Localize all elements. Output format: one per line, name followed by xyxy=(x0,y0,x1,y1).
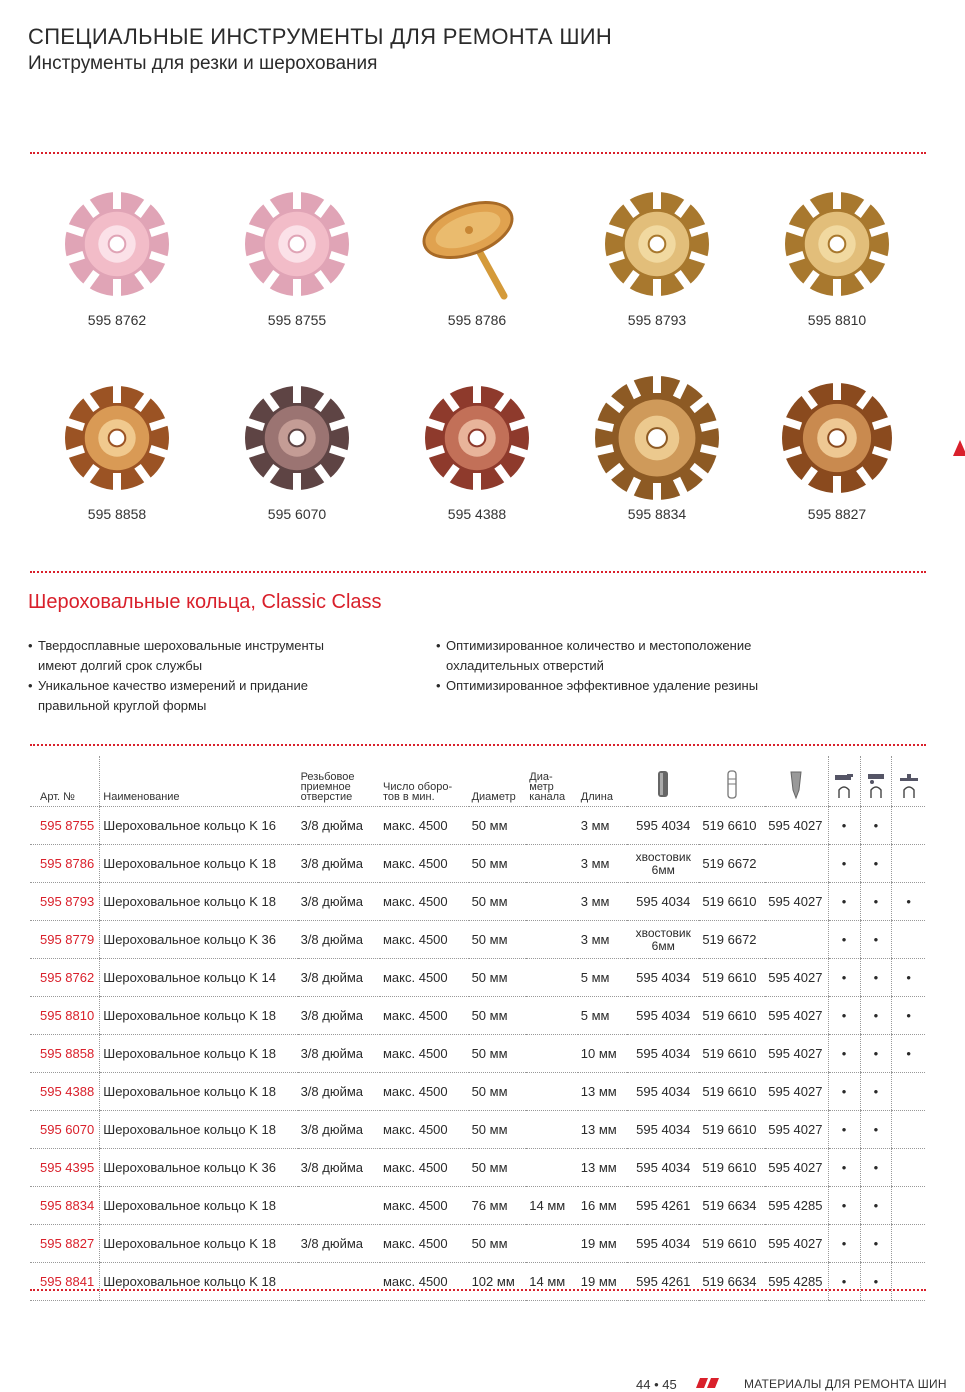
cell-speed: макс. 4500 xyxy=(380,807,469,845)
cell-channel: 14 мм xyxy=(526,1187,578,1225)
cell-a1: 595 4034 xyxy=(627,959,699,997)
cell-a1: 595 4034 xyxy=(627,883,699,921)
divider xyxy=(30,152,926,154)
cell-a2: 519 6610 xyxy=(699,1225,765,1263)
cell-diameter: 50 мм xyxy=(469,921,527,959)
cell-m2: • xyxy=(860,959,892,997)
cell-speed: макс. 4500 xyxy=(380,1035,469,1073)
col-arbor-3 xyxy=(765,756,828,807)
cell-m3 xyxy=(892,1149,925,1187)
table-row xyxy=(30,1035,925,1073)
cell-m3 xyxy=(892,845,925,883)
cell-thread: 3/8 дюйма xyxy=(298,1225,380,1263)
cell-art: 595 4395 xyxy=(30,1149,100,1187)
cell-a3: 595 4027 xyxy=(765,1149,828,1187)
cell-diameter: 50 мм xyxy=(469,959,527,997)
cell-m2: • xyxy=(860,845,892,883)
cell-m3: • xyxy=(892,997,925,1035)
cell-m2: • xyxy=(860,1187,892,1225)
table-row xyxy=(30,997,925,1035)
arbor-short-icon xyxy=(656,770,670,800)
cell-a3: 595 4027 xyxy=(765,1035,828,1073)
cell-a2: 519 6610 xyxy=(699,1111,765,1149)
cell-diameter: 102 мм xyxy=(469,1263,527,1301)
cell-length: 3 мм xyxy=(578,807,627,845)
cell-m1: • xyxy=(828,845,860,883)
cell-name: Шероховальное кольцо K 18 xyxy=(100,845,298,883)
table-row xyxy=(30,921,925,959)
cell-art: 595 8834 xyxy=(30,1187,100,1225)
cell-speed: макс. 4500 xyxy=(380,883,469,921)
col-art: Арт. № xyxy=(30,756,100,807)
cell-thread: 3/8 дюйма xyxy=(298,807,380,845)
cell-thread: 3/8 дюйма xyxy=(298,921,380,959)
cell-speed: макс. 4500 xyxy=(380,845,469,883)
copper-rasp-wheel-image xyxy=(52,372,182,502)
table-row xyxy=(30,1187,925,1225)
cell-m2: • xyxy=(860,1035,892,1073)
cell-diameter: 50 мм xyxy=(469,1073,527,1111)
cell-m2: • xyxy=(860,1073,892,1111)
cell-art: 595 8827 xyxy=(30,1225,100,1263)
cell-speed: макс. 4500 xyxy=(380,1149,469,1187)
feature-item: • Твердосплавные шероховальные инструменты имеют долгий срок службы xyxy=(28,636,418,676)
pink-rasp-wheel-image xyxy=(52,178,182,308)
cell-m1: • xyxy=(828,1035,860,1073)
cell-a3: 595 4027 xyxy=(765,997,828,1035)
cell-diameter: 50 мм xyxy=(469,1225,527,1263)
cell-name: Шероховальное кольцо K 36 xyxy=(100,921,298,959)
cell-thread: 3/8 дюйма xyxy=(298,883,380,921)
cell-a1: 595 4034 xyxy=(627,1111,699,1149)
page-title: СПЕЦИАЛЬНЫЕ ИНСТРУМЕНТЫ ДЛЯ РЕМОНТА ШИН xyxy=(28,24,613,49)
cell-thread: 3/8 дюйма xyxy=(298,1149,380,1187)
cell-thread xyxy=(298,1187,380,1225)
cell-a3 xyxy=(765,845,828,883)
cell-m3 xyxy=(892,1225,925,1263)
cell-channel xyxy=(526,997,578,1035)
cell-a3: 595 4027 xyxy=(765,1225,828,1263)
cell-name: Шероховальное кольцо K 18 xyxy=(100,883,298,921)
cell-m2: • xyxy=(860,1263,892,1301)
product-item xyxy=(412,178,542,328)
cell-thread: 3/8 дюйма xyxy=(298,959,380,997)
cell-art: 595 8755 xyxy=(30,807,100,845)
cell-art: 595 8858 xyxy=(30,1035,100,1073)
table-row xyxy=(30,845,925,883)
cell-m1: • xyxy=(828,1263,860,1301)
divider xyxy=(30,1289,926,1291)
product-code: 595 8793 xyxy=(627,312,687,328)
cell-a2: 519 6672 xyxy=(699,921,765,959)
cell-a1: 595 4261 xyxy=(627,1263,699,1301)
cell-name: Шероховальное кольцо K 18 xyxy=(100,1225,298,1263)
wide-rasp-wheel-image xyxy=(592,372,722,502)
cell-speed: макс. 4500 xyxy=(380,1111,469,1149)
cell-a1: 595 4261 xyxy=(627,1187,699,1225)
col-name: Наименование xyxy=(100,756,298,807)
cell-length: 13 мм xyxy=(578,1111,627,1149)
product-item xyxy=(412,372,542,522)
cell-speed: макс. 4500 xyxy=(380,997,469,1035)
cell-a1: 595 4034 xyxy=(627,1149,699,1187)
cell-m2: • xyxy=(860,1111,892,1149)
cell-m3 xyxy=(892,921,925,959)
cell-length: 16 мм xyxy=(578,1187,627,1225)
table-row xyxy=(30,1263,925,1301)
col-machine-1 xyxy=(828,756,860,807)
table-row xyxy=(30,883,925,921)
footer-section-title: МАТЕРИАЛЫ ДЛЯ РЕМОНТА ШИН xyxy=(744,1377,947,1391)
cell-length: 10 мм xyxy=(578,1035,627,1073)
cell-channel xyxy=(526,845,578,883)
tool-machine-icon-3 xyxy=(898,772,920,800)
page-edge-marker xyxy=(953,440,965,456)
cell-channel: 14 мм xyxy=(526,1263,578,1301)
product-code: 595 8834 xyxy=(627,506,687,522)
cell-length: 3 мм xyxy=(578,883,627,921)
product-code: 595 8755 xyxy=(267,312,327,328)
rasp-disc-on-shank-image xyxy=(412,178,542,308)
product-item xyxy=(232,372,362,522)
cell-a2: 519 6610 xyxy=(699,883,765,921)
product-code: 595 8762 xyxy=(87,312,147,328)
tool-machine-icon-2 xyxy=(865,772,887,800)
cell-channel xyxy=(526,807,578,845)
cell-thread: 3/8 дюйма xyxy=(298,997,380,1035)
product-code: 595 4388 xyxy=(447,506,507,522)
feature-item: • Уникальное качество измерений и придание правильной круглой формы xyxy=(28,676,418,716)
cell-art: 595 8793 xyxy=(30,883,100,921)
gold-rasp-wheel-image xyxy=(772,178,902,308)
cell-a1: 595 4034 xyxy=(627,997,699,1035)
cell-m1: • xyxy=(828,1187,860,1225)
col-diameter: Диаметр xyxy=(469,756,527,807)
cell-speed: макс. 4500 xyxy=(380,921,469,959)
cell-a3: 595 4027 xyxy=(765,807,828,845)
tool-machine-icon-1 xyxy=(833,772,855,800)
table-header-row xyxy=(30,756,925,807)
cell-channel xyxy=(526,1111,578,1149)
cell-speed: макс. 4500 xyxy=(380,1263,469,1301)
cell-m3 xyxy=(892,1187,925,1225)
cell-m1: • xyxy=(828,959,860,997)
cell-a2: 519 6610 xyxy=(699,1149,765,1187)
cell-a2: 519 6672 xyxy=(699,845,765,883)
cell-thread: 3/8 дюйма xyxy=(298,1073,380,1111)
product-item xyxy=(592,178,722,328)
cell-a1: 595 4034 xyxy=(627,807,699,845)
coarse-rasp-wheel-image xyxy=(772,372,902,502)
cell-m3 xyxy=(892,1111,925,1149)
cell-m1: • xyxy=(828,921,860,959)
gold-rasp-wheel-image xyxy=(592,178,722,308)
col-arbor-1 xyxy=(627,756,699,807)
cell-diameter: 50 мм xyxy=(469,883,527,921)
cell-name: Шероховальное кольцо K 18 xyxy=(100,1073,298,1111)
cell-thread: 3/8 дюйма xyxy=(298,1111,380,1149)
cell-m2: • xyxy=(860,1225,892,1263)
cell-length: 19 мм xyxy=(578,1263,627,1301)
divider xyxy=(30,571,926,573)
cell-a3: 595 4027 xyxy=(765,959,828,997)
cell-a3: 595 4285 xyxy=(765,1263,828,1301)
col-machine-3 xyxy=(892,756,925,807)
cell-a2: 519 6610 xyxy=(699,807,765,845)
cell-art: 595 4388 xyxy=(30,1073,100,1111)
cell-art: 595 8779 xyxy=(30,921,100,959)
cell-thread: 3/8 дюйма xyxy=(298,845,380,883)
cell-name: Шероховальное кольцо K 36 xyxy=(100,1149,298,1187)
product-code: 595 8858 xyxy=(87,506,147,522)
page-numbers: 44 • 45 xyxy=(636,1377,677,1392)
cell-name: Шероховальное кольцо K 18 xyxy=(100,997,298,1035)
cell-diameter: 50 мм xyxy=(469,1149,527,1187)
cell-length: 13 мм xyxy=(578,1149,627,1187)
cell-a3: 595 4027 xyxy=(765,1073,828,1111)
cell-m2: • xyxy=(860,807,892,845)
cell-length: 13 мм xyxy=(578,1073,627,1111)
dark-rasp-wheel-image xyxy=(232,372,362,502)
cell-a2: 519 6610 xyxy=(699,959,765,997)
cell-name: Шероховальное кольцо K 14 xyxy=(100,959,298,997)
cell-length: 19 мм xyxy=(578,1225,627,1263)
col-thread: Резьбовое приемное отверстие xyxy=(298,756,380,807)
cell-art: 595 8786 xyxy=(30,845,100,883)
product-item xyxy=(772,372,902,522)
cell-channel xyxy=(526,921,578,959)
cell-diameter: 50 мм xyxy=(469,1111,527,1149)
cell-a2: 519 6610 xyxy=(699,997,765,1035)
cell-a1: 595 4034 xyxy=(627,1035,699,1073)
cell-m1: • xyxy=(828,883,860,921)
cell-length: 5 мм xyxy=(578,959,627,997)
cell-thread xyxy=(298,1263,380,1301)
features-left xyxy=(28,636,418,716)
cell-m1: • xyxy=(828,807,860,845)
cell-speed: макс. 4500 xyxy=(380,1073,469,1111)
cell-speed: макс. 4500 xyxy=(380,1225,469,1263)
cell-m1: • xyxy=(828,997,860,1035)
cell-art: 595 6070 xyxy=(30,1111,100,1149)
cell-m1: • xyxy=(828,1073,860,1111)
cell-art: 595 8810 xyxy=(30,997,100,1035)
section-title: Шероховальные кольца, Classic Class xyxy=(28,591,382,613)
cell-m1: • xyxy=(828,1111,860,1149)
product-item xyxy=(592,372,722,522)
cell-a3: 595 4027 xyxy=(765,1111,828,1149)
feature-item: • Оптимизированное количество и местоположение охладительных отверстий xyxy=(436,636,856,676)
cell-a1: 595 4034 xyxy=(627,1073,699,1111)
cell-length: 3 мм xyxy=(578,921,627,959)
cell-channel xyxy=(526,1035,578,1073)
cell-m2: • xyxy=(860,997,892,1035)
cell-channel xyxy=(526,959,578,997)
pink-rasp-wheel-image xyxy=(232,178,362,308)
cell-a3: 595 4027 xyxy=(765,883,828,921)
cell-a3 xyxy=(765,921,828,959)
product-item xyxy=(232,178,362,328)
cell-diameter: 50 мм xyxy=(469,1035,527,1073)
brand-marks-icon xyxy=(696,1378,722,1388)
table-row xyxy=(30,1149,925,1187)
cell-diameter: 50 мм xyxy=(469,807,527,845)
feature-item: • Оптимизированное эффективное удаление резины xyxy=(436,676,856,696)
cell-diameter: 50 мм xyxy=(469,845,527,883)
col-machine-2 xyxy=(860,756,892,807)
product-item xyxy=(52,178,182,328)
col-channel: Диа- метр канала xyxy=(526,756,578,807)
product-item xyxy=(772,178,902,328)
col-length: Длина xyxy=(578,756,627,807)
cell-channel xyxy=(526,1149,578,1187)
product-code: 595 8786 xyxy=(447,312,507,328)
cell-a2: 519 6634 xyxy=(699,1187,765,1225)
cell-length: 5 мм xyxy=(578,997,627,1035)
cell-m2: • xyxy=(860,883,892,921)
divider xyxy=(30,744,926,746)
features-right xyxy=(436,636,856,696)
cell-speed: макс. 4500 xyxy=(380,1187,469,1225)
arbor-long-icon xyxy=(725,770,739,800)
product-code: 595 6070 xyxy=(267,506,327,522)
cell-name: Шероховальное кольцо K 18 xyxy=(100,1263,298,1301)
cell-m2: • xyxy=(860,921,892,959)
product-code: 595 8810 xyxy=(807,312,867,328)
col-speed: Число оборо- тов в мин. xyxy=(380,756,469,807)
cell-m2: • xyxy=(860,1149,892,1187)
cell-diameter: 76 мм xyxy=(469,1187,527,1225)
cell-a2: 519 6610 xyxy=(699,1073,765,1111)
cell-m1: • xyxy=(828,1149,860,1187)
cell-a2: 519 6634 xyxy=(699,1263,765,1301)
arbor-tapered-icon xyxy=(789,770,803,800)
cell-name: Шероховальное кольцо K 18 xyxy=(100,1187,298,1225)
cell-m3 xyxy=(892,807,925,845)
spec-table xyxy=(30,756,925,1301)
cell-name: Шероховальное кольцо K 16 xyxy=(100,807,298,845)
cell-m3: • xyxy=(892,959,925,997)
cell-speed: макс. 4500 xyxy=(380,959,469,997)
cell-diameter: 50 мм xyxy=(469,997,527,1035)
table-row xyxy=(30,1225,925,1263)
page-subtitle: Инструменты для резки и шерохования xyxy=(28,53,378,74)
cell-channel xyxy=(526,1225,578,1263)
cell-length: 3 мм xyxy=(578,845,627,883)
cell-channel xyxy=(526,883,578,921)
cell-a1: хвостовик 6мм xyxy=(627,845,699,883)
cell-art: 595 8841 xyxy=(30,1263,100,1301)
table-row xyxy=(30,1073,925,1111)
cell-name: Шероховальное кольцо K 18 xyxy=(100,1035,298,1073)
cell-a1: 595 4034 xyxy=(627,1225,699,1263)
cell-name: Шероховальное кольцо K 18 xyxy=(100,1111,298,1149)
cell-m3 xyxy=(892,1073,925,1111)
cell-a3: 595 4285 xyxy=(765,1187,828,1225)
cell-channel xyxy=(526,1073,578,1111)
product-item xyxy=(52,372,182,522)
cell-art: 595 8762 xyxy=(30,959,100,997)
cell-m3 xyxy=(892,1263,925,1301)
cell-m3: • xyxy=(892,883,925,921)
table-row xyxy=(30,807,925,845)
cell-m1: • xyxy=(828,1225,860,1263)
cell-a1: хвостовик 6мм xyxy=(627,921,699,959)
cell-a2: 519 6610 xyxy=(699,1035,765,1073)
table-row xyxy=(30,1111,925,1149)
red-rasp-wheel-image xyxy=(412,372,542,502)
table-row xyxy=(30,959,925,997)
product-code: 595 8827 xyxy=(807,506,867,522)
cell-m3: • xyxy=(892,1035,925,1073)
col-arbor-2 xyxy=(699,756,765,807)
cell-thread: 3/8 дюйма xyxy=(298,1035,380,1073)
